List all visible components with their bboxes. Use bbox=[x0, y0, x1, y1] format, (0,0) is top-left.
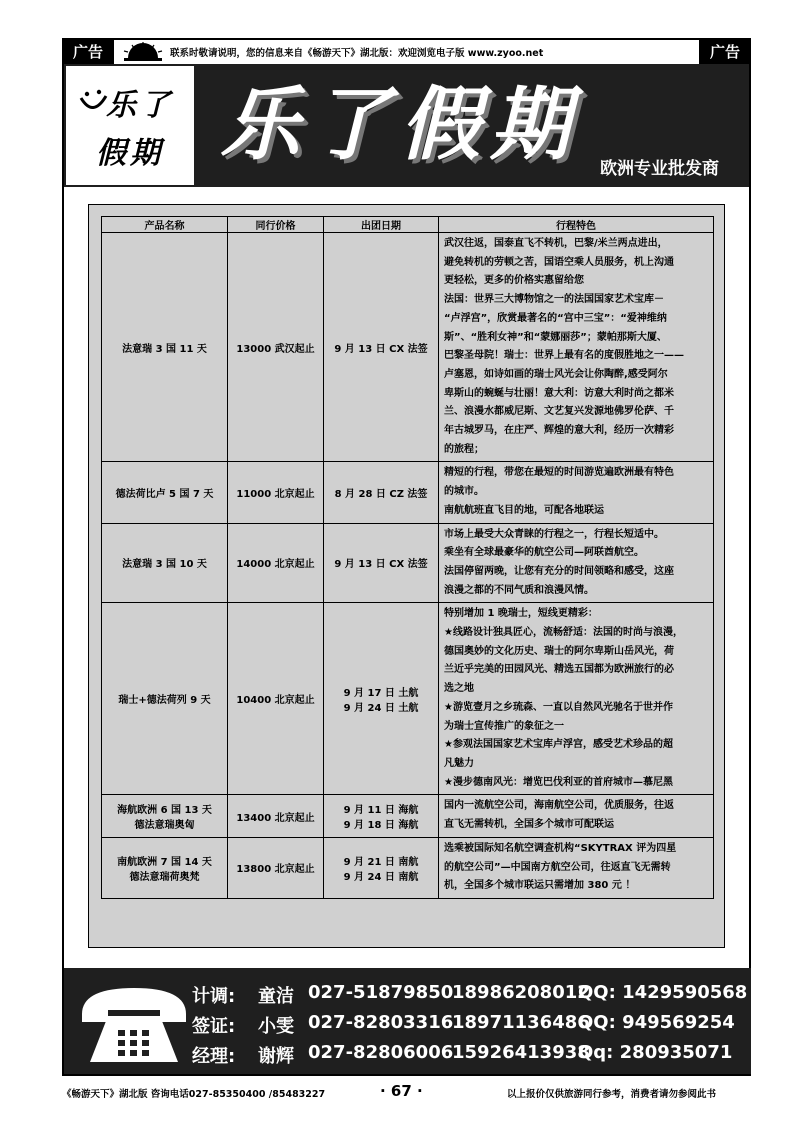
date-cell bbox=[324, 233, 439, 462]
contact-mobile: 15926413938 bbox=[452, 1042, 590, 1063]
feature-line: 德国奥妙的文化历史、瑞士的阿尔卑斯山岳风光，荷 bbox=[444, 645, 674, 657]
contact-role: 签证: bbox=[192, 1016, 236, 1037]
feature-line: 的城市。 bbox=[444, 486, 484, 498]
ad-tag-left: 广告 bbox=[62, 40, 114, 64]
features-cell bbox=[439, 523, 714, 603]
feature-line: 南航航班直飞目的地，可配各地联运 bbox=[444, 504, 604, 516]
contact-mobile: 18986208012 bbox=[452, 982, 590, 1003]
price-cell: 14000 北京起止 bbox=[228, 523, 324, 603]
features-cell bbox=[439, 795, 714, 837]
feature-line: “卢浮宫”，欣赏最著名的“宫中三宝”：“爱神维纳 bbox=[444, 312, 667, 324]
feature-line: 乘坐有全球最豪华的航空公司—阿联酋航空。 bbox=[444, 547, 644, 559]
feature-line: 避免转机的劳顿之苦，国语空乘人员服务，机上沟通 bbox=[444, 256, 674, 268]
product-name-countries: 德法意瑞奥匈 bbox=[134, 820, 195, 832]
product-name: 德法荷比卢 5 国 7 天 bbox=[115, 488, 214, 500]
product-name: 法意瑞 3 国 11 天 bbox=[122, 343, 207, 355]
product-name: 法意瑞 3 国 10 天 bbox=[122, 559, 207, 571]
table-row bbox=[102, 837, 714, 898]
contact-qq: QQ: 949569254 bbox=[578, 1012, 735, 1033]
price-cell: 10400 北京起止 bbox=[228, 603, 324, 795]
table-row bbox=[102, 603, 714, 795]
date-cell bbox=[324, 523, 439, 603]
feature-line: ★线路设计独具匠心，流畅舒适：法国的时尚与浪漫， bbox=[444, 627, 683, 639]
brand-subtitle: 欧洲专业批发商 bbox=[600, 159, 719, 179]
feature-line: 年古城罗马，在庄严、辉煌的意大利，经历一次精彩 bbox=[444, 425, 674, 437]
footer-publication: 《畅游天下》湖北版 咨询电话027-85350400 /85483227 bbox=[62, 1089, 326, 1100]
departure-date: 9 月 24 日 南航 bbox=[343, 871, 419, 883]
feature-line: 斯”、“胜利女神”和“蒙娜丽莎”；蒙帕那斯大厦、 bbox=[444, 331, 667, 343]
departure-date: 9 月 24 日 土航 bbox=[343, 702, 419, 714]
top-bar bbox=[62, 40, 751, 64]
product-name-cell bbox=[102, 233, 228, 462]
contact-qq: Qq: 280935071 bbox=[578, 1042, 733, 1063]
feature-line: ★游览壹月之乡琉森、一直以自然风光驰名于世并作 bbox=[444, 701, 673, 713]
table-row bbox=[102, 462, 714, 523]
feature-line: 市场上最受大众青睐的行程之一，行程长短适中。 bbox=[444, 528, 664, 540]
table-row bbox=[102, 795, 714, 837]
feature-line: 国内一流航空公司，海南航空公司，优质服务，往返 bbox=[444, 800, 674, 812]
header-product-name: 产品名称 bbox=[102, 217, 228, 233]
header-banner bbox=[64, 64, 749, 187]
brand-logo bbox=[66, 66, 194, 185]
contact-phone: 027-82806006 bbox=[308, 1042, 454, 1063]
date-cell bbox=[324, 603, 439, 795]
product-name: 瑞士+德法荷列 9 天 bbox=[118, 695, 211, 707]
top-notice: 联系时敬请说明，您的信息来自《畅游天下》湖北版：欢迎浏览电子版 www.zyoo.net bbox=[170, 48, 544, 59]
contact-role: 经理: bbox=[192, 1046, 236, 1067]
header-itinerary-features: 行程特色 bbox=[439, 217, 714, 233]
smiley-icon bbox=[76, 86, 110, 120]
contact-phone: 027-51879850 bbox=[308, 982, 454, 1003]
feature-line: 法国停留两晚，让您有充分的时间领略和感受，这座 bbox=[444, 565, 674, 577]
feature-line: 精短的行程，带您在最短的时间游览遍欧洲最有特色 bbox=[444, 467, 674, 479]
product-table bbox=[101, 216, 714, 899]
price-cell: 13400 北京起止 bbox=[228, 795, 324, 837]
product-name-cell bbox=[102, 795, 228, 837]
feature-line: 机，全国多个城市联运只需增加 380 元 ！ bbox=[444, 880, 636, 892]
departure-date: 9 月 17 日 土航 bbox=[343, 687, 419, 699]
product-name-cell bbox=[102, 523, 228, 603]
feature-line: 选乘被国际知名航空调查机构“SKYTRAX 评为四星 bbox=[444, 842, 677, 854]
contact-role: 计调: bbox=[192, 986, 236, 1007]
feature-line: 更轻松，更多的价格实惠留给您 bbox=[444, 275, 584, 287]
features-cell bbox=[439, 837, 714, 898]
feature-line: ★漫步德南风光：增览巴伐利亚的首府城市—慕尼黑 bbox=[444, 776, 673, 788]
departure-date: 9 月 13 日 CX 法签 bbox=[334, 343, 428, 355]
departure-date: 9 月 21 日 南航 bbox=[343, 856, 419, 868]
table-row bbox=[102, 523, 714, 603]
table-header-row bbox=[102, 217, 714, 233]
header-departure-date: 出团日期 bbox=[324, 217, 439, 233]
logo-text-line1: 乐了 bbox=[106, 88, 174, 123]
product-name: 海航欧洲 6 国 13 天 bbox=[117, 805, 212, 817]
price-cell: 11000 北京起止 bbox=[228, 462, 324, 523]
price-cell: 13000 武汉起止 bbox=[228, 233, 324, 462]
sun-logo-icon bbox=[120, 42, 166, 62]
contact-phone: 027-82803316 bbox=[308, 1012, 454, 1033]
feature-line: 特别增加 1 晚瑞士，短线更精彩： bbox=[444, 608, 598, 620]
departure-date: 9 月 13 日 CX 法签 bbox=[334, 559, 428, 571]
ad-tag-right: 广告 bbox=[699, 40, 751, 64]
features-cell bbox=[439, 233, 714, 462]
feature-line: 卑斯山的蜿蜒与壮丽！意大利：访意大利时尚之都米 bbox=[444, 387, 674, 399]
feature-line: 浪漫之都的不同气质和浪漫风情。 bbox=[444, 584, 594, 596]
contact-qq: QQ: 1429590568 bbox=[578, 982, 748, 1003]
product-name-countries: 德法意瑞荷奥梵 bbox=[129, 871, 200, 883]
feature-line: 的旅程； bbox=[444, 443, 484, 455]
date-cell bbox=[324, 837, 439, 898]
date-cell bbox=[324, 795, 439, 837]
contact-name: 小雯 bbox=[258, 1016, 294, 1037]
departure-date: 9 月 11 日 海航 bbox=[343, 805, 419, 817]
page-number: · 67 · bbox=[380, 1082, 423, 1100]
product-name: 南航欧洲 7 国 14 天 bbox=[117, 856, 212, 868]
product-name-cell bbox=[102, 603, 228, 795]
feature-line: 凡魅力 bbox=[444, 757, 474, 769]
contact-mobile: 18971136486 bbox=[452, 1012, 590, 1033]
price-cell: 13800 北京起止 bbox=[228, 837, 324, 898]
product-table-panel bbox=[88, 204, 725, 948]
feature-line: 选之地 bbox=[444, 683, 474, 695]
feature-line: 直飞无需转机，全国多个城市可配联运 bbox=[444, 819, 614, 831]
features-cell bbox=[439, 603, 714, 795]
features-cell bbox=[439, 462, 714, 523]
product-name-cell bbox=[102, 837, 228, 898]
feature-line: 卢塞恩，如诗如画的瑞士风光会让你陶醉,感受阿尔 bbox=[444, 368, 668, 380]
departure-date: 8 月 28 日 CZ 法签 bbox=[334, 488, 428, 500]
contact-name: 童洁 bbox=[258, 986, 294, 1007]
feature-line: 法国：世界三大博物馆之一的法国国家艺术宝库－ bbox=[444, 294, 664, 306]
feature-line: 为瑞士宣传推广的象征之一 bbox=[444, 720, 564, 732]
product-name-cell bbox=[102, 462, 228, 523]
contact-panel bbox=[64, 968, 751, 1074]
feature-line: 巴黎圣母院！瑞士：世界上最有名的度假胜地之一—— bbox=[444, 350, 684, 362]
brand-title: 乐了假期 bbox=[220, 77, 580, 171]
feature-line: 兰近乎完美的田园风光、精选五国都为欧洲旅行的必 bbox=[444, 664, 674, 676]
feature-line: 兰、浪漫水都威尼斯、文艺复兴发源地佛罗伦萨、千 bbox=[444, 406, 674, 418]
footer-disclaimer: 以上报价仅供旅游同行参考，消费者请勿参阅此书 bbox=[507, 1089, 717, 1100]
date-cell bbox=[324, 462, 439, 523]
feature-line: 武汉往返，国泰直飞不转机，巴黎/米兰两点进出， bbox=[444, 238, 668, 249]
logo-text-line2: 假期 bbox=[96, 136, 164, 171]
feature-line: ★参观法国国家艺术宝库卢浮宫，感受艺术珍品的超 bbox=[444, 739, 673, 751]
table-row bbox=[102, 233, 714, 462]
contact-name: 谢辉 bbox=[258, 1046, 294, 1067]
departure-date: 9 月 18 日 海航 bbox=[343, 820, 419, 832]
feature-line: 的航空公司”—中国南方航空公司，往返直飞无需转 bbox=[444, 861, 671, 873]
header-price: 同行价格 bbox=[228, 217, 324, 233]
